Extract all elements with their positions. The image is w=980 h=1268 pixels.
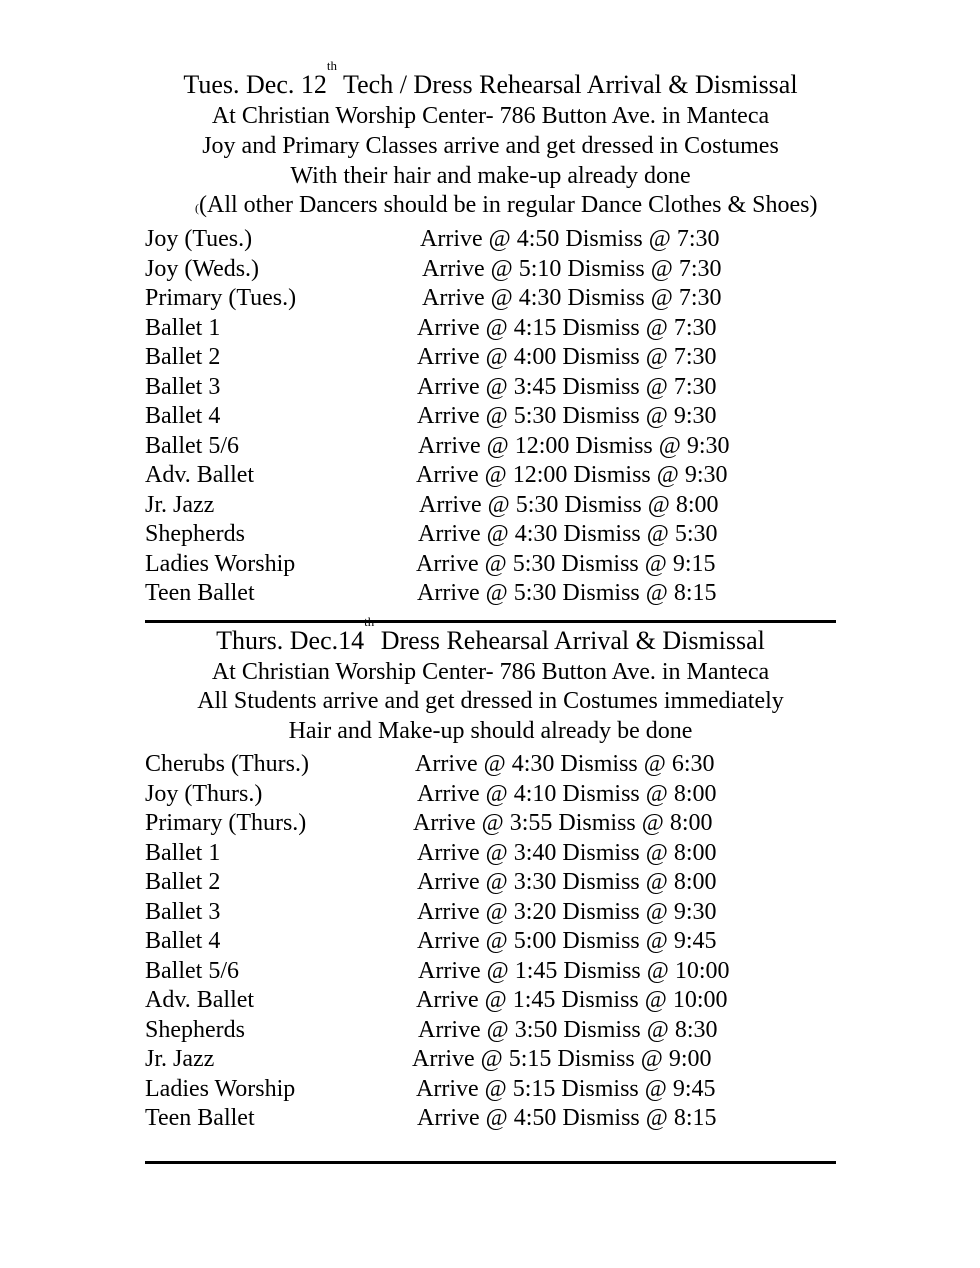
arrive-dismiss-time: Arrive @ 5:30 Dismiss @ 9:30 [417, 403, 717, 429]
arrive-dismiss-time: Arrive @ 1:45 Dismiss @ 10:00 [418, 957, 730, 984]
schedule-row [145, 519, 845, 549]
class-name: Jr. Jazz [145, 491, 215, 518]
class-name: Jr. Jazz [145, 1046, 215, 1072]
arrive-dismiss-time: Arrive @ 5:30 Dismiss @ 8:00 [419, 491, 719, 518]
arrive-dismiss-time: Arrive @ 1:45 Dismiss @ 10:00 [416, 987, 728, 1013]
class-name: Ballet 3 [145, 373, 221, 400]
class-name: Shepherds [145, 521, 245, 547]
section-divider [145, 620, 836, 623]
schedule-row [145, 867, 845, 897]
arrive-dismiss-time: Arrive @ 3:55 Dismiss @ 8:00 [413, 810, 713, 836]
schedule-row [145, 1074, 845, 1104]
section1-note-hair: With their hair and make-up already done [290, 163, 691, 189]
class-name: Ladies Worship [145, 1075, 296, 1102]
schedule-row [145, 1103, 845, 1133]
schedule-row [145, 838, 845, 868]
schedule-row [145, 897, 845, 927]
class-name: Ballet 4 [145, 928, 221, 954]
schedule-row [145, 985, 845, 1015]
class-name: Ballet 2 [145, 869, 221, 895]
arrive-dismiss-time: Arrive @ 3:45 Dismiss @ 7:30 [417, 373, 717, 400]
arrive-dismiss-time: Arrive @ 5:30 Dismiss @ 9:15 [416, 550, 716, 577]
bottom-divider [145, 1161, 836, 1164]
schedule-row [145, 779, 845, 809]
section1-note-costumes: Joy and Primary Classes arrive and get dressed in Costumes [202, 133, 779, 159]
arrive-dismiss-time: Arrive @ 3:30 Dismiss @ 8:00 [417, 869, 717, 895]
class-name: Joy (Weds.) [145, 255, 260, 282]
class-name: Ballet 2 [145, 344, 221, 370]
class-name: Ballet 1 [145, 839, 221, 866]
section2-location: At Christian Worship Center- 786 Button Ave. in Manteca [211, 659, 770, 685]
schedule-row [145, 490, 845, 520]
class-name: Teen Ballet [145, 580, 255, 606]
arrive-dismiss-time: Arrive @ 12:00 Dismiss @ 9:30 [416, 462, 728, 488]
section1-note-dance-clothes: ((All other Dancers should be in regular Dance Clothes & Shoes) [195, 192, 818, 218]
arrive-dismiss-time: Arrive @ 5:10 Dismiss @ 7:30 [422, 255, 722, 282]
schedule-row [145, 254, 845, 284]
schedule-row [145, 1044, 845, 1074]
class-name: Ballet 1 [145, 314, 221, 341]
class-name: Joy (Tues.) [145, 226, 253, 252]
schedule-row [145, 1015, 845, 1045]
arrive-dismiss-time: Arrive @ 12:00 Dismiss @ 9:30 [418, 432, 730, 459]
arrive-dismiss-time: Arrive @ 3:20 Dismiss @ 9:30 [417, 898, 717, 925]
arrive-dismiss-time: Arrive @ 3:40 Dismiss @ 8:00 [417, 839, 717, 866]
schedule-row [145, 431, 845, 461]
arrive-dismiss-time: Arrive @ 5:15 Dismiss @ 9:45 [416, 1075, 716, 1102]
schedule-row [145, 224, 845, 254]
class-name: Ballet 3 [145, 898, 221, 925]
arrive-dismiss-time: Arrive @ 4:30 Dismiss @ 5:30 [418, 521, 718, 547]
schedule-row [145, 313, 845, 343]
class-name: Adv. Ballet [145, 987, 255, 1013]
arrive-dismiss-time: Arrive @ 4:00 Dismiss @ 7:30 [417, 344, 717, 370]
class-name: Primary (Thurs.) [145, 810, 307, 836]
section2-note-hair: Hair and Make-up should already be done [288, 718, 693, 744]
arrive-dismiss-time: Arrive @ 4:10 Dismiss @ 8:00 [417, 780, 717, 807]
schedule-row [145, 342, 845, 372]
arrive-dismiss-time: Arrive @ 5:30 Dismiss @ 8:15 [417, 580, 717, 606]
schedule-row [145, 956, 845, 986]
section2-note-costumes: All Students arrive and get dressed in Costumes immediately [197, 688, 784, 714]
schedule-row [145, 401, 845, 431]
arrive-dismiss-time: Arrive @ 5:15 Dismiss @ 9:00 [412, 1046, 712, 1072]
class-name: Primary (Tues.) [145, 285, 297, 311]
schedule-row [145, 808, 845, 838]
class-name: Ballet 4 [145, 403, 221, 429]
arrive-dismiss-time: Arrive @ 4:15 Dismiss @ 7:30 [417, 314, 717, 341]
schedule-row [145, 926, 845, 956]
arrive-dismiss-time: Arrive @ 5:00 Dismiss @ 9:45 [417, 928, 717, 954]
schedule-row [145, 749, 845, 779]
schedule-row [145, 578, 845, 608]
schedule-row [145, 372, 845, 402]
arrive-dismiss-time: Arrive @ 3:50 Dismiss @ 8:30 [418, 1016, 718, 1043]
class-name: Ballet 5/6 [145, 957, 239, 984]
class-name: Joy (Thurs.) [145, 780, 263, 807]
arrive-dismiss-time: Arrive @ 4:50 Dismiss @ 7:30 [420, 226, 720, 252]
section1-title: Tues. Dec. 12th Tech / Dress Rehearsal Arrival & Dismissal [183, 58, 798, 99]
section1-location: At Christian Worship Center- 786 Button Ave. in Manteca [211, 103, 770, 129]
arrive-dismiss-time: Arrive @ 4:30 Dismiss @ 6:30 [415, 751, 715, 777]
schedule-row [145, 549, 845, 579]
class-name: Adv. Ballet [145, 462, 255, 488]
arrive-dismiss-time: Arrive @ 4:30 Dismiss @ 7:30 [422, 285, 722, 311]
schedule-row [145, 283, 845, 313]
class-name: Ballet 5/6 [145, 432, 239, 459]
class-name: Shepherds [145, 1016, 245, 1043]
class-name: Ladies Worship [145, 550, 296, 577]
section2-title: Thurs. Dec.14th Dress Rehearsal Arrival & Dismissal [216, 614, 765, 655]
class-name: Teen Ballet [145, 1105, 255, 1131]
arrive-dismiss-time: Arrive @ 4:50 Dismiss @ 8:15 [417, 1105, 717, 1131]
schedule-row [145, 460, 845, 490]
class-name: Cherubs (Thurs.) [145, 751, 309, 777]
